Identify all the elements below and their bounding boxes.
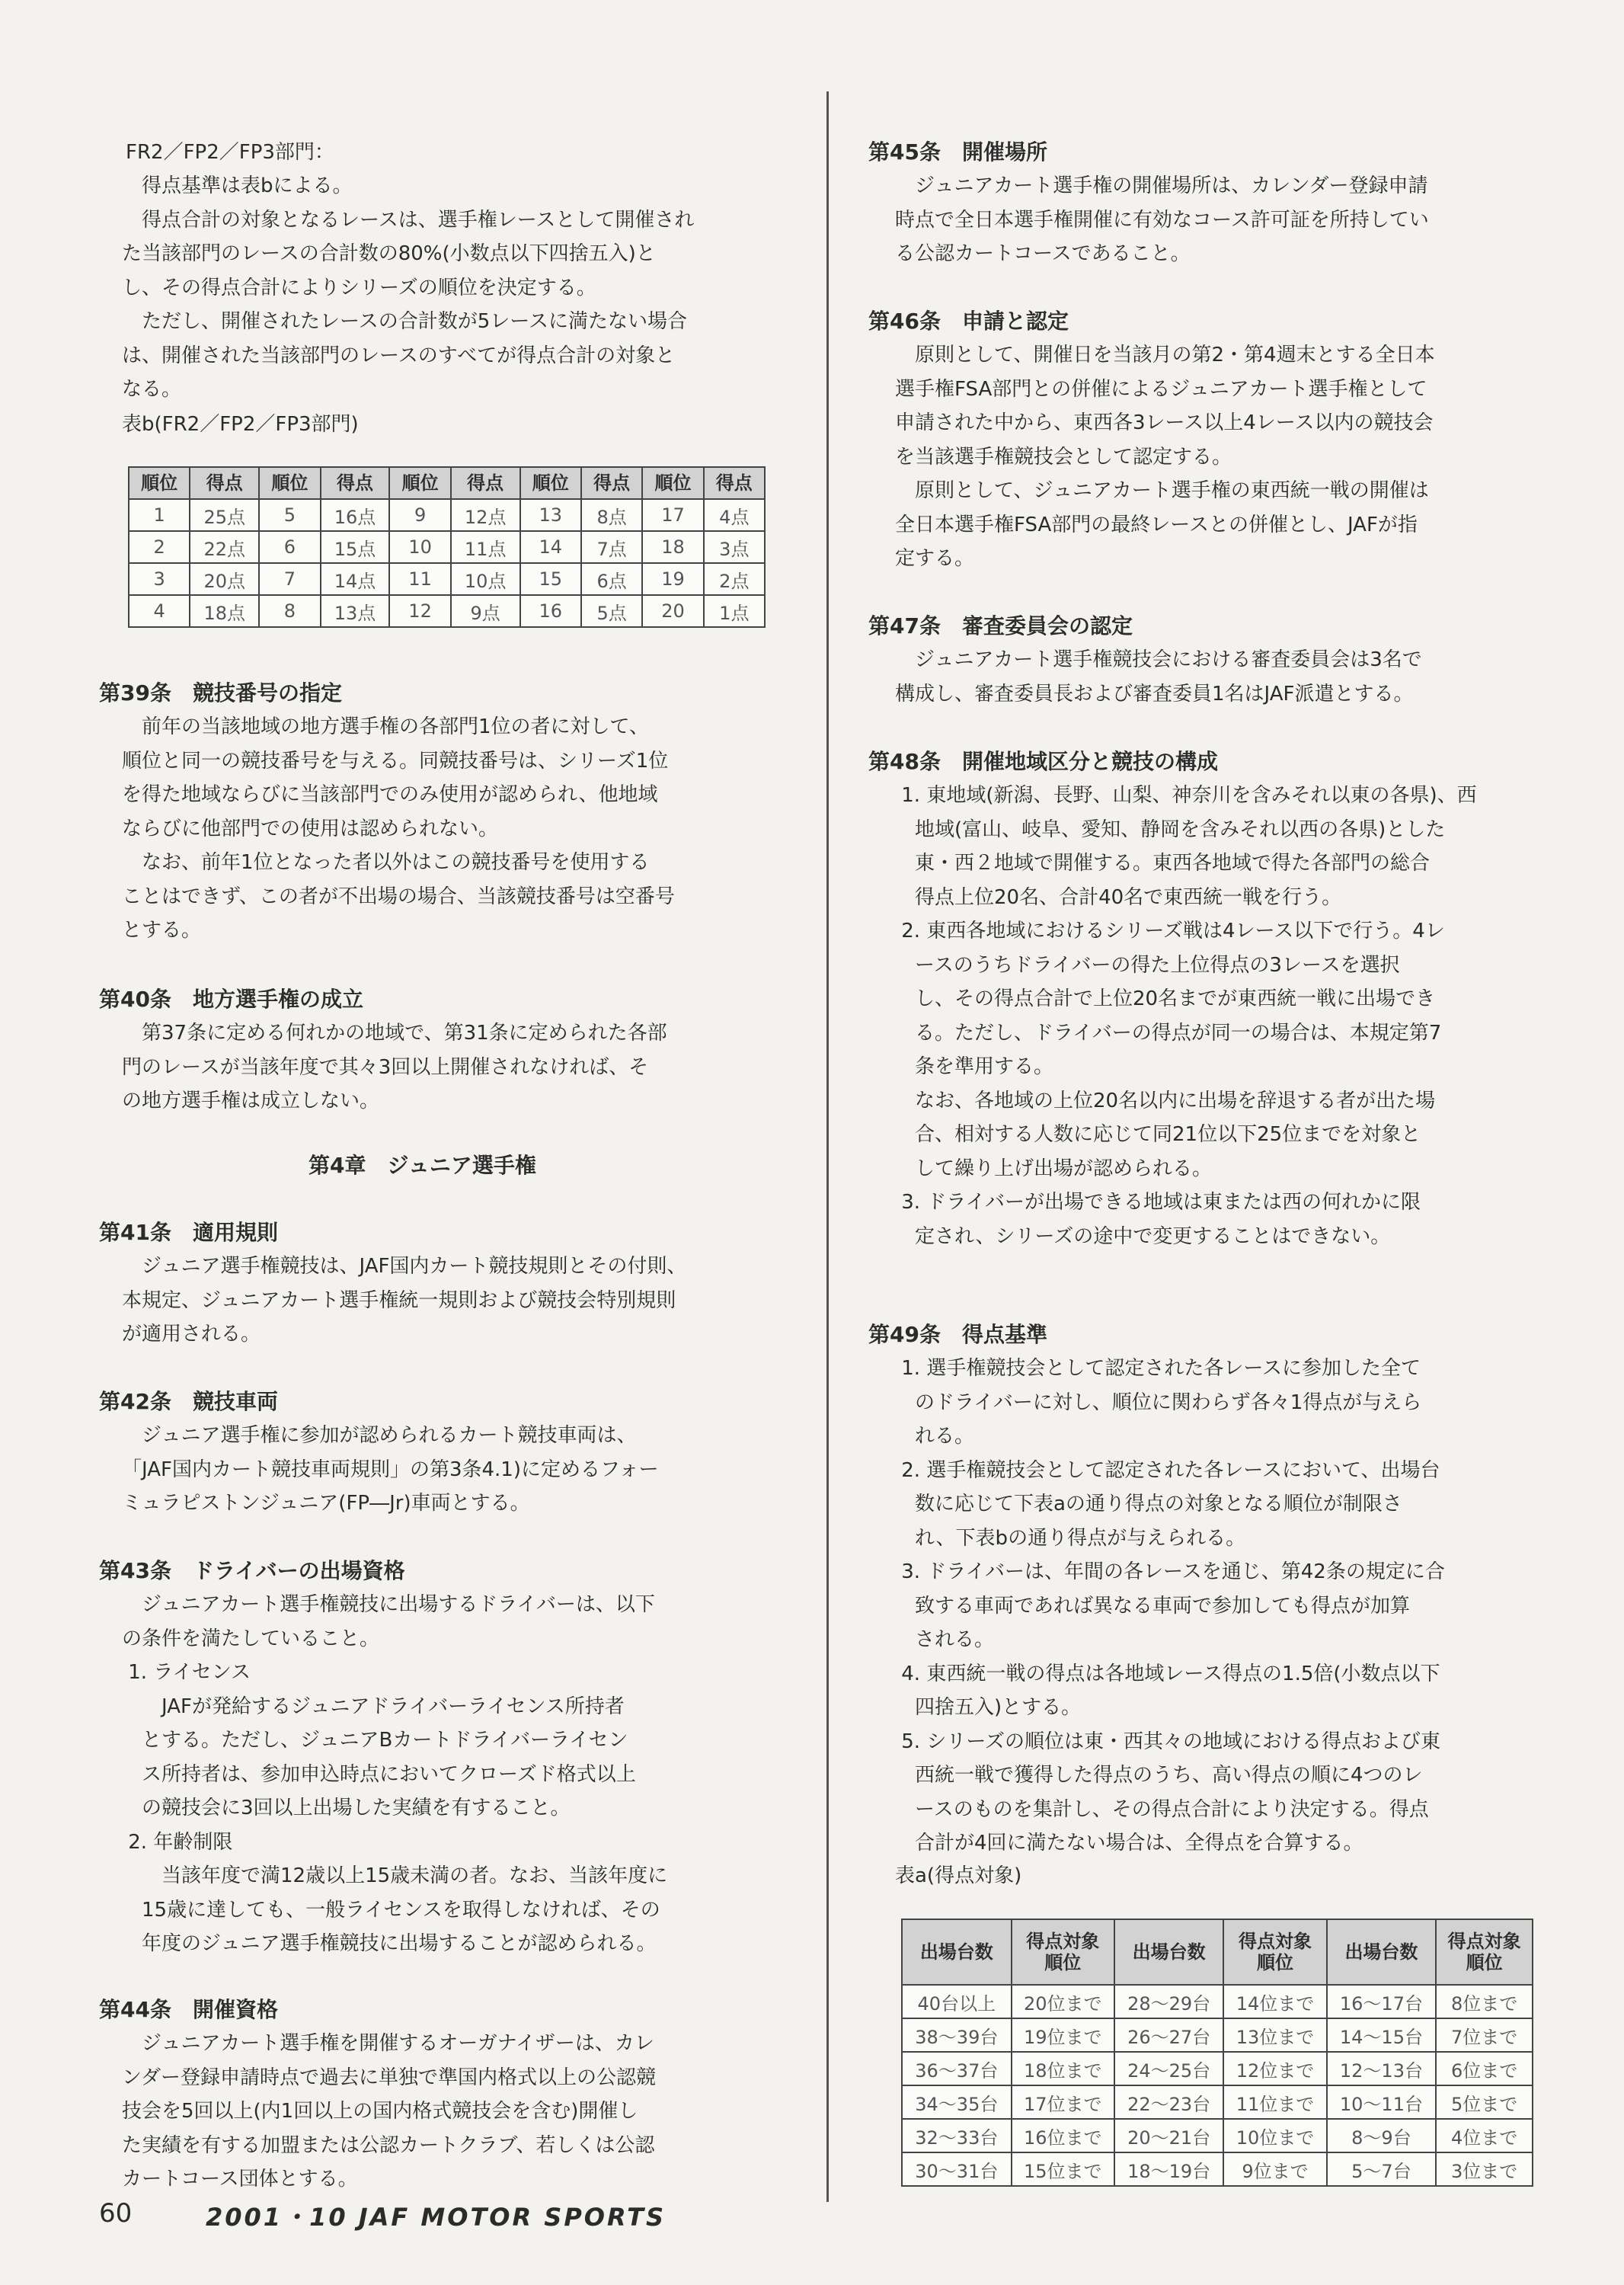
table-header-cell: 得点 [321,467,390,499]
table-row [129,531,765,563]
table-cell: 38〜39台 [902,2018,1012,2052]
text-line: 前年の当該地域の地方選手権の各部門1位の者に対して、 [122,715,650,738]
article-39-title: 第39条 競技番号の指定 [99,680,342,706]
text-line: なお、前年1位となった者以外はこの競技番号を使用する [122,851,650,874]
article-47-title: 第47条 審査委員会の認定 [868,613,1133,638]
table-cell: 16 [520,595,581,627]
table-cell: 13 [520,499,581,531]
table-header-cell: 出場台数 [1114,1919,1224,1985]
text-line: 技会を5回以上(内1回以上の国内格式競技会を含む)開催し [122,2100,638,2123]
table-cell: 4点 [704,499,765,531]
table-cell: 28〜29台 [1114,1985,1224,2018]
table-cell: 14 [520,531,581,563]
table-b [128,466,766,628]
text-line: し、その得点合計で上位20名までが東西統一戦に出場でき [895,987,1436,1010]
text-line: 1. 選手権競技会として認定された各レースに参加した全て [895,1357,1421,1380]
text-line: 「JAF国内カート競技車両規則」の第3条4.1)に定めるフォー [122,1458,659,1481]
table-cell: 7位まで [1436,2018,1533,2052]
table-cell: 13位まで [1223,2018,1326,2052]
text-line: 原則として、ジュニアカート選手権の東西統一戦の開催は [895,479,1429,502]
table-row [129,563,765,595]
text-line: のドライバーに対し、順位に関わらず各々1得点が与えら [895,1391,1422,1414]
text-line: ースのものを集計し、その得点合計により決定する。得点 [895,1797,1429,1821]
text-line: 1. ライセンス [122,1661,251,1684]
text-line: の競技会に3回以上出場した実績を有すること。 [122,1797,571,1819]
table-cell: 10点 [451,563,520,595]
table-cell: 16位まで [1012,2119,1114,2152]
text-line: 全日本選手権FSA部門の最終レースとの併催とし、JAFが指 [895,513,1418,536]
table-cell: 20〜21台 [1114,2119,1224,2152]
chapter-4-title: 第4章 ジュニア選手権 [308,1153,536,1178]
table-cell: 2点 [704,563,765,595]
fr2-paragraph [122,169,694,407]
text-line: ことはできず、この者が不出場の場合、当該競技番号は空番号 [122,885,675,908]
text-line: る公認カートコースであること。 [895,242,1191,265]
article-49-title: 第49条 得点基準 [868,1322,1047,1347]
table-cell: 8 [259,595,320,627]
article-44-title: 第44条 開催資格 [99,1997,278,2022]
table-cell: 3 [129,563,190,595]
text-line: ス所持者は、参加申込時点においてクローズド格式以上 [122,1762,636,1786]
table-cell: 14点 [321,563,390,595]
table-cell: 4 [129,595,190,627]
text-line: 致する車両であれば異なる車両で参加しても得点が加算 [895,1594,1411,1618]
text-line: の条件を満たしていること。 [122,1627,380,1650]
table-cell: 2 [129,531,190,563]
table-header-cell: 得点 [704,467,765,499]
table-header-cell: 順位 [520,467,581,499]
text-line: 西統一戦で獲得した得点のうち、高い得点の順に4つのレ [895,1764,1423,1787]
text-line: 地域(富山、岐阜、愛知、静岡を含みそれ以西の各県)とした [895,818,1446,841]
table-cell: 9位まで [1223,2152,1326,2186]
text-line: 合、相対する人数に応じて同21位以下25位までを対象と [895,1123,1421,1146]
text-line: 条を準用する。 [895,1055,1054,1078]
table-cell: 34〜35台 [902,2085,1012,2119]
text-line: 第37条に定める何れかの地域で、第31条に定められた各部 [122,1022,667,1045]
table-cell: 18点 [190,595,259,627]
table-cell: 4位まで [1436,2119,1533,2152]
table-cell: 3位まで [1436,2152,1533,2186]
text-line: 4. 東西統一戦の得点は各地域レース得点の1.5倍(小数点以下 [895,1662,1440,1685]
text-line: 四捨五入)とする。 [895,1696,1082,1719]
text-line: ミュラピストンジュニア(FP―Jr)車両とする。 [122,1492,530,1515]
table-cell: 8点 [581,499,642,531]
page-number: 60 [99,2198,133,2229]
table-cell: 18 [642,531,703,563]
table-cell: 24〜25台 [1114,2052,1224,2085]
table-cell: 14〜15台 [1327,2018,1437,2052]
text-line: される。 [895,1628,995,1651]
text-line: ジュニアカート選手権の開催場所は、カレンダー登録申請 [895,174,1428,197]
text-line: ンダー登録申請時点で過去に単独で準国内格式以上の公認競 [122,2066,656,2089]
table-cell: 18〜19台 [1114,2152,1224,2186]
table-header-row [902,1919,1533,1985]
table-cell: 32〜33台 [902,2119,1012,2152]
text-line: 15歳に達しても、一般ライセンスを取得しなければ、その [122,1898,660,1922]
table-cell: 12点 [451,499,520,531]
table-cell: 7 [259,563,320,595]
table-cell: 5〜7台 [1327,2152,1437,2186]
text-line: 門のレースが当該年度で其々3回以上開催されなければ、そ [122,1055,649,1079]
table-cell: 8位まで [1436,1985,1533,2018]
table-cell: 5位まで [1436,2085,1533,2119]
text-line: れ、下表bの通り得点が与えられる。 [895,1526,1246,1550]
text-line: ジュニアカート選手権を開催するオーガナイザーは、カレ [122,2032,654,2055]
text-line: なお、各地域の上位20名以内に出場を辞退する者が出た場 [895,1089,1436,1112]
table-cell: 11 [389,563,450,595]
article-43-title: 第43条 ドライバーの出場資格 [99,1558,405,1583]
table-cell: 1 [129,499,190,531]
article-41-body [122,1250,686,1352]
article-48-body [895,779,1477,1253]
text-line: とする。ただし、ジュニアBカートドライバーライセン [122,1729,628,1752]
table-cell: 36〜37台 [902,2052,1012,2085]
table-cell: 20点 [190,563,259,595]
table-row [902,2119,1533,2152]
text-line: JAFが発給するジュニアドライバーライセンス所持者 [122,1695,625,1718]
table-row [902,2152,1533,2186]
table-cell: 15位まで [1012,2152,1114,2186]
table-cell: 13点 [321,595,390,627]
text-line: 5. シリーズの順位は東・西其々の地域における得点および東 [895,1730,1441,1753]
text-line: 2. 東西各地域におけるシリーズ戦は4レース以下で行う。4レ [895,920,1445,942]
table-cell: 12位まで [1223,2052,1326,2085]
table-header-cell: 得点 [451,467,520,499]
table-cell: 11位まで [1223,2085,1326,2119]
text-line: 1. 東地域(新潟、長野、山梨、神奈川を含みそれ以東の各県)、西 [895,784,1477,807]
table-cell: 19位まで [1012,2018,1114,2052]
table-cell: 9点 [451,595,520,627]
text-line: る。ただし、ドライバーの得点が同一の場合は、本規定第7 [895,1021,1442,1045]
article-44-body [122,2027,656,2197]
article-42-title: 第42条 競技車両 [99,1389,278,1414]
text-line: 3. ドライバーは、年間の各レースを通じ、第42条の規定に合 [895,1560,1445,1583]
table-header-cell: 順位 [389,467,450,499]
table-cell: 22〜23台 [1114,2085,1224,2119]
text-line: は、開催された当該部門のレースのすべてが得点合計の対象と [122,344,676,367]
table-header-cell: 得点対象 順位 [1012,1919,1114,1985]
table-row [902,2052,1533,2085]
table-cell: 16点 [321,499,390,531]
magazine-title: 2001・10 JAF MOTOR SPORTS [206,2203,667,2232]
article-40-body [122,1016,667,1118]
article-42-body [122,1419,659,1521]
text-line: 3. ドライバーが出場できる地域は東または西の何れかに限 [895,1191,1421,1214]
table-cell: 14位まで [1223,1985,1326,2018]
table-row [129,595,765,627]
table-cell: 40台以上 [902,1985,1012,2018]
article-47-body [895,643,1422,711]
text-line: 時点で全日本選手権開催に有効なコース許可証を所持してい [895,208,1429,232]
table-header-row [129,467,765,499]
table-cell: 6点 [581,563,642,595]
text-line: を得た地域ならびに当該部門でのみ使用が認められ、他地域 [122,783,658,806]
article-46-title: 第46条 申請と認定 [868,309,1069,334]
table-header-cell: 出場台数 [902,1919,1012,1985]
text-line: 定され、シリーズの途中で変更することはできない。 [895,1224,1391,1248]
table-row [902,2018,1533,2052]
text-line: た実績を有する加盟または公認カートクラブ、若しくは公認 [122,2133,655,2157]
table-cell: 20 [642,595,703,627]
text-line: の地方選手権は成立しない。 [122,1090,380,1112]
table-header-cell: 出場台数 [1327,1919,1437,1985]
table-cell: 25点 [190,499,259,531]
table-cell: 5点 [581,595,642,627]
table-cell: 8〜9台 [1327,2119,1437,2152]
text-line: ただし、開催されたレースの合計数が5レースに満たない場合 [122,310,687,333]
table-header-cell: 順位 [259,467,320,499]
table-cell: 6 [259,531,320,563]
text-line: ジュニアカート選手権競技会における審査委員会は3名で [895,648,1422,671]
fr2-intro: FR2／FP2／FP3部門： [126,141,334,164]
table-cell: 9 [389,499,450,531]
table-cell: 6位まで [1436,2052,1533,2085]
table-cell: 20位まで [1012,1985,1114,2018]
text-line: 年度のジュニア選手権競技に出場することが認められる。 [122,1932,657,1955]
text-line: 2. 選手権競技会として認定された各レースにおいて、出場台 [895,1458,1440,1482]
text-line: 数に応じて下表aの通り得点の対象となる順位が制限さ [895,1493,1402,1515]
article-39-body [122,710,675,948]
text-line: 当該年度で満12歳以上15歳未満の者。なお、当該年度に [122,1864,668,1887]
text-line: 選手権FSA部門との併催によるジュニアカート選手権として [895,377,1427,401]
article-46-body [895,338,1435,576]
text-line: ースのうちドライバーの得た上位得点の3レースを選択 [895,953,1400,977]
table-cell: 17位まで [1012,2085,1114,2119]
text-line: カートコース団体とする。 [122,2168,358,2191]
text-line: ならびに他部門での使用は認められない。 [122,817,499,840]
table-header-cell: 得点対象 順位 [1223,1919,1326,1985]
article-40-title: 第40条 地方選手権の成立 [99,987,363,1012]
text-line: 順位と同一の競技番号を与える。同競技番号は、シリーズ1位 [122,749,669,773]
text-line: 得点基準は表bによる。 [122,174,353,197]
table-header-cell: 順位 [642,467,703,499]
text-line: 合計が4回に満たない場合は、全得点を合算する。 [895,1832,1363,1855]
text-line: 本規定、ジュニアカート選手権統一規則および競技会特別規則 [122,1288,676,1312]
text-line: 定する。 [895,547,975,570]
table-cell: 15 [520,563,581,595]
article-45-body [895,169,1429,271]
text-line: ジュニア選手権競技は、JAF国内カート競技規則とその付則、 [122,1255,687,1278]
table-a-caption: 表a(得点対象) [895,1864,1022,1887]
text-line: 原則として、開催日を当該月の第2・第4週末とする全日本 [895,344,1435,366]
table-cell: 10位まで [1223,2119,1326,2152]
table-cell: 1点 [704,595,765,627]
table-cell: 10〜11台 [1327,2085,1437,2119]
text-line: して繰り上げ出場が認められる。 [895,1157,1213,1180]
article-49-body [895,1352,1445,1861]
text-line: 2. 年齢制限 [122,1830,233,1854]
table-header-cell: 順位 [129,467,190,499]
article-43-body [122,1588,667,1961]
text-line: を当該選手権競技会として認定する。 [895,445,1232,469]
text-line: とする。 [122,919,202,942]
text-line: 得点上位20名、合計40名で東西統一戦を行う。 [895,885,1342,909]
text-line: 得点合計の対象となるレースは、選手権レースとして開催され [122,208,695,232]
table-cell: 10 [389,531,450,563]
text-line: 申請された中から、東西各3レース以上4レース以内の競技会 [895,411,1434,434]
table-cell: 19 [642,563,703,595]
table-header-cell: 得点対象 順位 [1436,1919,1533,1985]
article-48-title: 第48条 開催地域区分と競技の構成 [868,749,1218,774]
table-cell: 11点 [451,531,520,563]
table-cell: 22点 [190,531,259,563]
table-header-cell: 得点 [190,467,259,499]
text-line: ジュニアカート選手権競技に出場するドライバーは、以下 [122,1593,655,1616]
table-cell: 18位まで [1012,2052,1114,2085]
table-cell: 16〜17台 [1327,1985,1437,2018]
table-cell: 5 [259,499,320,531]
text-line: が適用される。 [122,1323,261,1346]
text-line: ジュニア選手権に参加が認められるカート競技車両は、 [122,1424,637,1447]
table-cell: 3点 [704,531,765,563]
column-divider [826,91,829,2202]
text-line: た当該部門のレースの合計数の80%(小数点以下四捨五入)と [122,242,656,265]
table-a [901,1919,1533,2187]
table-cell: 12〜13台 [1327,2052,1437,2085]
table-cell: 30〜31台 [902,2152,1012,2186]
table-row [129,499,765,531]
table-header-cell: 得点 [581,467,642,499]
text-line: し、その得点合計によりシリーズの順位を決定する。 [122,276,596,299]
article-41-title: 第41条 適用規則 [99,1220,278,1245]
text-line: 構成し、審査委員長および審査委員1名はJAF派遣とする。 [895,682,1414,706]
table-cell: 17 [642,499,703,531]
text-line: れる。 [895,1425,975,1448]
table-cell: 12 [389,595,450,627]
text-line: 東・西２地域で開催する。東西各地域で得た各部門の総合 [895,852,1431,875]
table-row [902,2085,1533,2119]
article-45-title: 第45条 開催場所 [868,139,1047,165]
table-cell: 26〜27台 [1114,2018,1224,2052]
table-b-caption: 表b(FR2／FP2／FP3部門) [122,413,359,436]
text-line: なる。 [122,378,182,401]
table-cell: 7点 [581,531,642,563]
table-cell: 15点 [321,531,390,563]
table-row [902,1985,1533,2018]
